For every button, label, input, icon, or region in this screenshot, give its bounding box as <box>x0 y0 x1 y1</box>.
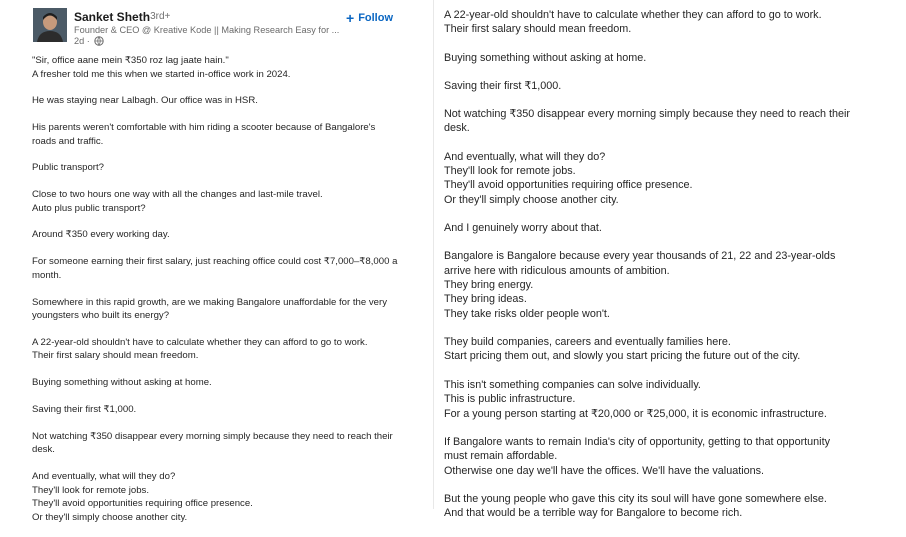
post-paragraph <box>32 403 428 417</box>
post-line: youngsters who built its energy? <box>32 310 170 322</box>
post-paragraph <box>32 161 428 175</box>
post-line: Not watching ₹350 disappear every morning simply because they need to reach their <box>444 108 850 121</box>
avatar-image <box>33 8 67 42</box>
post-paragraph <box>32 94 428 108</box>
post-line: desk. <box>444 122 470 135</box>
post-line: They build companies, careers and eventually families here. <box>444 336 731 349</box>
post-line: Close to two hours one way with all the changes and last-mile travel. <box>32 189 323 201</box>
post-line: Or they'll simply choose another city. <box>32 511 188 523</box>
post-line: A fresher told me this when we started in-office work in 2024. <box>32 68 291 80</box>
post-line: If Bangalore wants to remain India's city of opportunity, getting to that opportunity <box>444 435 830 448</box>
post-line: They take risks older people won't. <box>444 307 610 320</box>
post-line: Saving their first ₹1,000. <box>32 403 137 415</box>
post-line: Their first salary should mean freedom. <box>32 350 199 362</box>
post-paragraph <box>32 54 428 81</box>
post-header <box>0 0 432 52</box>
post-line: This isn't something companies can solve individually. <box>444 378 701 391</box>
post-line: Around ₹350 every working day. <box>32 229 170 241</box>
post-paragraph <box>444 492 899 521</box>
post-body-right <box>444 8 899 534</box>
post-line: Buying something without asking at home. <box>32 377 212 389</box>
post-paragraph <box>32 121 428 148</box>
globe-icon <box>94 36 104 46</box>
post-line: Public transport? <box>32 162 104 174</box>
post-meta <box>74 36 104 46</box>
post-line: Auto plus public transport? <box>32 202 146 214</box>
post-time: 2d · <box>74 36 90 46</box>
post-paragraph <box>444 435 899 478</box>
post-paragraph <box>32 430 428 457</box>
post-paragraph <box>444 150 899 208</box>
post-paragraph <box>32 296 428 323</box>
post-line: They'll avoid opportunities requiring office presence. <box>444 179 693 192</box>
post-paragraph <box>32 228 428 242</box>
post-paragraph <box>32 255 428 282</box>
post-line: month. <box>32 269 62 281</box>
post-paragraph <box>444 221 899 235</box>
post-paragraph <box>444 335 899 364</box>
post-line: His parents weren't comfortable with him riding a scooter because of Bangalore's <box>32 122 376 134</box>
post-line: This is public infrastructure. <box>444 393 576 406</box>
post-line: Buying something without asking at home. <box>444 51 647 64</box>
post-paragraph <box>444 378 899 421</box>
post-line: arrive here with ridiculous amounts of ambition. <box>444 264 670 277</box>
post-line: Bangalore is Bangalore because every year thousands of 21, 22 and 23-year-olds <box>444 250 836 263</box>
post-line: And eventually, what will they do? <box>32 471 176 483</box>
follow-button[interactable] <box>346 10 393 26</box>
post-line: desk. <box>32 444 55 456</box>
post-line: Saving their first ₹1,000. <box>444 79 562 92</box>
post-line: For a young person starting at ₹20,000 or ₹25,000, it is economic infrastructure. <box>444 407 827 420</box>
post-body-left <box>32 54 428 537</box>
post-paragraph <box>32 188 428 215</box>
plus-icon: + <box>346 10 355 26</box>
connection-degree: · 3rd+ <box>144 11 171 22</box>
post-line: They bring ideas. <box>444 293 527 306</box>
post-line: They bring energy. <box>444 279 534 292</box>
post-line: For someone earning their first salary, just reaching office could cost ₹7,000–₹8,000 a <box>32 256 398 268</box>
post-line: But the young people who gave this city its soul will have gone somewhere else. <box>444 492 827 505</box>
author-name[interactable]: Sanket Sheth <box>74 10 151 24</box>
post-right-column <box>433 0 906 520</box>
post-line: Otherwise one day we'll have the offices. We'll have the valuations. <box>444 464 765 477</box>
post-line: roads and traffic. <box>32 135 104 147</box>
post-paragraph <box>444 51 899 65</box>
post-line: "Sir, office aane mein ₹350 roz lag jaate hain." <box>32 55 229 66</box>
post-paragraph <box>32 376 428 390</box>
post-line: Their first salary should mean freedom. <box>444 23 632 36</box>
post-left-column <box>0 0 432 523</box>
post-paragraph <box>444 249 899 321</box>
post-paragraph <box>32 336 428 363</box>
post-paragraph <box>444 107 899 136</box>
follow-label: Follow <box>358 12 394 24</box>
post-paragraph <box>444 8 899 37</box>
post-line: And that would be a terrible way for Bangalore to become rich. <box>444 507 743 520</box>
author-headline: Founder & CEO @ Kreative Kode || Making Research Easy for ... <box>74 25 340 35</box>
post-line: Or they'll simply choose another city. <box>444 193 619 206</box>
avatar[interactable] <box>33 8 67 42</box>
post-line: And eventually, what will they do? <box>444 150 606 163</box>
post-paragraph <box>32 470 428 524</box>
post-line: And I genuinely worry about that. <box>444 222 602 235</box>
post-line: A 22-year-old shouldn't have to calculate whether they can afford to go to work. <box>32 336 368 348</box>
post-line: Somewhere in this rapid growth, are we making Bangalore unaffordable for the very <box>32 296 387 308</box>
post-line: They'll avoid opportunities requiring office presence. <box>32 498 253 510</box>
post-line: They'll look for remote jobs. <box>444 165 576 178</box>
post-paragraph <box>444 79 899 93</box>
post-line: Not watching ₹350 disappear every morning simply because they need to reach their <box>32 430 393 442</box>
post-line: He was staying near Lalbagh. Our office was in HSR. <box>32 95 258 107</box>
post-line: A 22-year-old shouldn't have to calculate whether they can afford to go to work. <box>444 9 822 21</box>
post-line: They'll look for remote jobs. <box>32 484 150 496</box>
post-line: Start pricing them out, and slowly you start pricing the future out of the city. <box>444 350 801 363</box>
post-line: must remain affordable. <box>444 450 558 463</box>
